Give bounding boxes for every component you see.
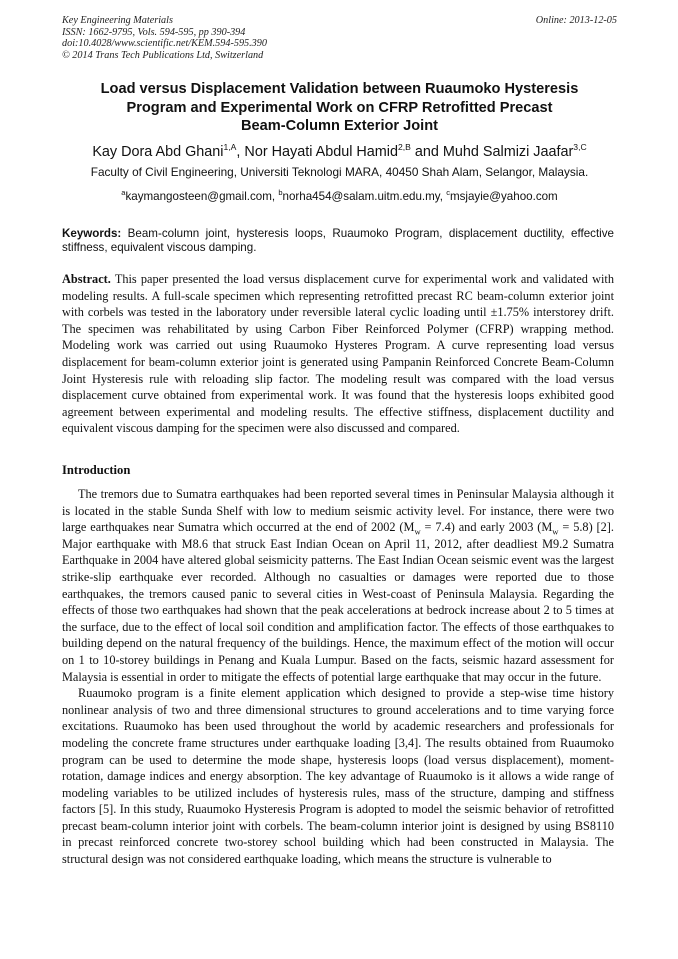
abstract <box>62 271 614 437</box>
journal-copyright: © 2014 Trans Tech Publications Ltd, Switzerland <box>62 49 264 61</box>
author-separator: and <box>410 144 443 160</box>
paragraph-text: The tremors due to Sumatra earthquakes had been reported several times in Peninsular Malaysia although it is located in the stable Sunda Shelf with low to medium seismic activity level. For instance, there were two large earthquakes near Sumatra which occurred at the end of 2002 (M <box>62 487 614 535</box>
subscript: w <box>414 526 421 537</box>
title-line: Beam-Column Exterior Joint <box>240 118 439 135</box>
author-name: Muhd Salmizi Jaafar <box>442 144 574 160</box>
email-link[interactable]: msjayie@yahoo.com <box>449 190 558 203</box>
author-affiliation-mark: 1,A <box>223 142 237 152</box>
abstract-label: Abstract. <box>62 272 111 286</box>
paragraph: Ruaumoko program is a finite element application which designed to provide a step-wise time history nonlinear analysis of two and three dimensional structures to ground accelerations and to time varying force excitations. Ruaumoko has been used throughout the world by academic researchers and professionals for modeling the concrete frame structures under earthquake loading [3,4]. The results obtained from Ruaumoko program can be used to determine the mode shape, hysteresis loops (load versus displacement), moment-rotation, damage indices and energy absorption. The key advantage of Ruaumoko is it allows a wide range of modeling variables to be utilized includes of hysteresis rules, mass of the structure, damping and stiffness factors [5]. In this study, Ruaumoko Hysteresis Program is adopted to model the seismic behavior of retrofitted precast beam-column interior joint with corbels. The beam-column interior joint is designed by using BS8110 in precast reinforced concrete two-storey school building which had been constructed in Malaysia. The structural design was not considered earthquake loading, which means the structure is vulnerable to <box>62 686 614 867</box>
keywords-label: Keywords: <box>62 227 122 240</box>
subscript: w <box>552 526 559 537</box>
author-affiliation-mark: 3,C <box>573 142 587 152</box>
author-list <box>62 142 617 162</box>
journal-name: Key Engineering Materials <box>62 15 173 26</box>
journal-header <box>62 15 617 61</box>
keywords <box>62 227 614 255</box>
email-link[interactable]: kaymangosteen@gmail.com <box>125 190 272 203</box>
title-line: Load versus Displacement Validation between Ruaumoko Hysteresis <box>100 81 579 97</box>
paragraph-text: = 5.8) [2]. Major earthquake with M8.6 that struck East Indian Ocean on April 11, 2012, after deadliest M9.2 Sumatra Earthquake in 2004 have altered global seismicity patterns. The East Indian Ocean seismic event was the largest strike-slip earthquake ever recorded. Although no casualties or damages were reported due to those earthquakes, the tremors caused panic to several cities in West-coast of Peninsula Malaysia. Regarding the effects of those two earthquakes had shown that the peak accelerations at bedrock increase about 2 to 5 times at the surface, due to the effect of local soil condition and amplification factor. The effects of those earthquakes to building depend on the natural frequency of the buildings. Hence, the maximum effect of the motion will occur on 1 to 10-storey buildings in Penang and Kuala Lumpur. Based on the facts, seismic hazard assessment for Malaysia is essential in order to mitigate the effects of potential large earthquake that may occur in the future. <box>62 520 614 684</box>
affiliation: Faculty of Civil Engineering, Universiti Teknologi MARA, 40450 Shah Alam, Selangor, Malaysia. <box>90 165 589 179</box>
email-link[interactable]: norha454@salam.uitm.edu.my <box>282 190 440 203</box>
paragraph-text: = 7.4) and early 2003 (M <box>420 520 553 535</box>
online-date: Online: 2013-12-05 <box>535 15 617 26</box>
email-separator: , <box>439 190 447 203</box>
email-mark: a <box>121 188 126 197</box>
journal-issn: ISSN: 1662-9795, Vols. 594-595, pp 390-394 <box>62 26 246 38</box>
abstract-text: This paper presented the load versus displacement curve for experimental work and validated with modeling results. A full-scale specimen which representing retrofitted precast RC beam-column exterior joint with corbels was tested in the laboratory under reversible lateral cyclic loading until ±1.75% interstorey drift. The specimen was rehabilitated by using Carbon Fiber Reinforced Polymer (CFRP) wrapping method. Modeling work was carried out using Ruaumoko Hysteres Program. A curve representing load versus displacement for beam-column exterior joint is generated using Pampanin Reinforced Concrete Beam-Column Joint Hysteresis rule with reloading slip factor. The modeling result was compared with the load versus displacement curve obtained from experimental work. It was found that the hysteresis loops exhibited good agreement between experimental and modeling results. The effective stiffness, displacement ductility and equivalent viscous damping for the specimen were also discussed and compared. <box>62 272 614 436</box>
email-mark: b <box>278 188 283 197</box>
paragraph <box>62 486 614 685</box>
author-affiliation-mark: 2,B <box>398 142 411 152</box>
author-name: Kay Dora Abd Ghani <box>92 144 224 160</box>
email-separator: , <box>271 190 279 203</box>
author-emails <box>62 189 617 204</box>
email-mark: c <box>446 188 450 197</box>
paper-title <box>62 80 617 136</box>
author-name: Nor Hayati Abdul Hamid <box>244 144 398 160</box>
journal-doi: doi:10.4028/www.scientific.net/KEM.594-595.390 <box>62 38 267 50</box>
author-separator: , <box>236 144 245 160</box>
title-line: Program and Experimental Work on CFRP Retrofitted Precast <box>126 99 553 116</box>
section-heading-introduction: Introduction <box>62 463 131 477</box>
keywords-text: Beam-column joint, hysteresis loops, Ruaumoko Program, displacement ductility, effective stiffness, equivalent viscous damping. <box>62 227 614 255</box>
introduction-body <box>62 486 614 868</box>
